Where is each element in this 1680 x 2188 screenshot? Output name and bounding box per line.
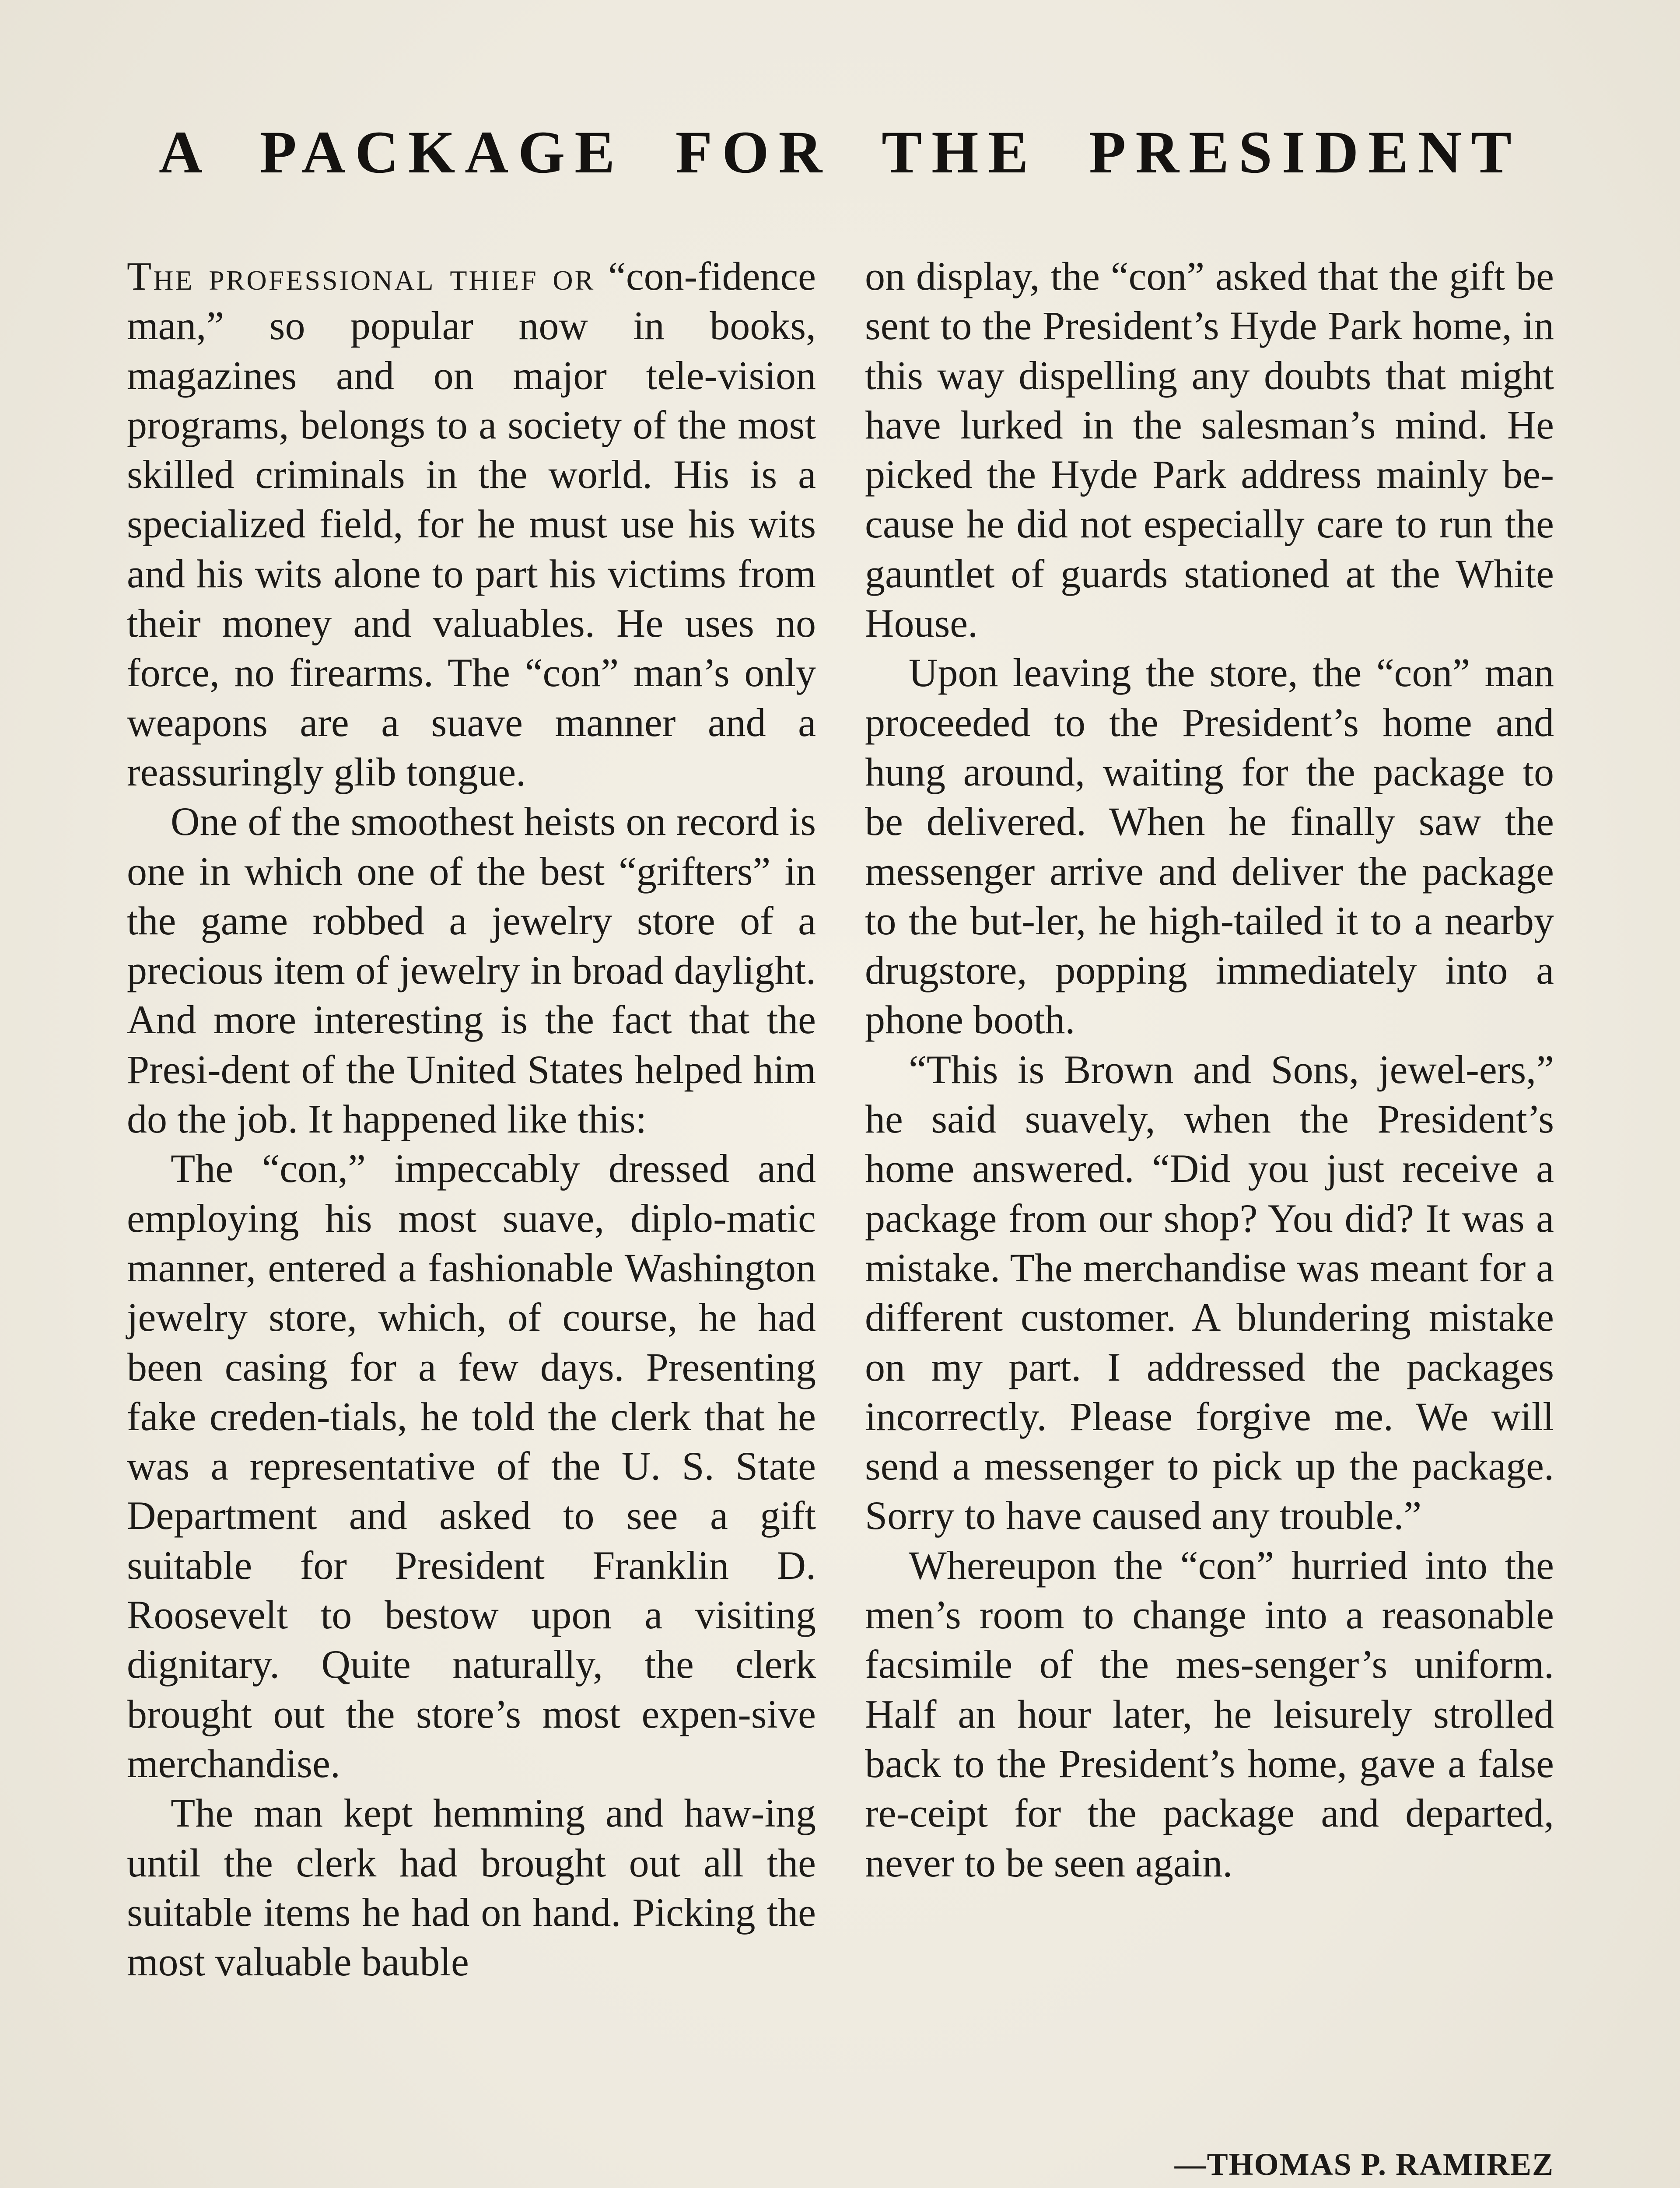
article-paragraph-2: One of the smoothest heists on record is one in which one of the best “grifters” in the game robbed a jewelry store of a precious item of jewelry in broad daylight. And more interesting is the fact that the Presi-dent of the United States helped him do the job. It happened like this: [127, 799, 816, 1142]
article-paragraph-3: The “con,” impeccably dressed and employing his most suave, diplo-matic manner, entered a fashionable Washington jewelry store, which, of course, he had been casing for a few days. Presenting fake creden-tials, he told the clerk that he was a representative of the U. S. State Department and asked to see a gift suitable for President Franklin D. Roosevelt to bestow upon a visiting dignitary. Quite naturally, the clerk brought out the store’s most expen-sive merchandise. [127, 1146, 816, 1786]
paragraph-1-text: “con-fidence man,” so popular now in books, magazines and on major tele-vision programs, belongs to a society of the most skilled criminals in the world. His is a specialized field, for he must use his wits and his wits alone to part his victims from their money and valuables. He uses no force, no firearms. The “con” man’s only weapons are a suave manner and a reassuringly glib tongue. [127, 254, 816, 794]
article-paragraph-6: “This is Brown and Sons, jewel-ers,” he said suavely, when the President’s home answered. “Did you just receive a package from our shop? You did? It was a mistake. The merchandise was meant for a different customer. A blundering mistake on my part. I addressed the packages incorrectly. Please forgive me. We will send a messenger to pick up the package. Sorry to have caused any trouble.” [865, 1047, 1554, 1538]
article-title: A PACKAGE FOR THE PRESIDENT [159, 119, 1521, 186]
article-paragraph-5: Upon leaving the store, the “con” man proceeded to the President’s home and hung around, waiting for the package to be delivered. When he finally saw the messenger arrive and deliver the package to the but-ler, he high-tailed it to a nearby drugstore, popping immediately into a phone booth. [865, 650, 1554, 1042]
lead-in-small-caps: The professional thief or [127, 254, 595, 298]
article-paragraph-7: Whereupon the “con” hurried into the men’s room to change into a reasonable facsimile of the mes-senger’s uniform. Half an hour later, he leisurely strolled back to the President’s home, gave a false re-ceipt for the package and departed, never to be seen again. [865, 1543, 1554, 1885]
article-paragraph-1 [127, 252, 816, 797]
right-column [865, 252, 1554, 1888]
author-byline: —THOMAS P. RAMIREZ [1174, 2147, 1554, 2182]
article-paragraph-4: The man kept hemming and haw-ing until the clerk had brought out all the suitable items he had on hand. Picking the most valuable bauble [127, 1791, 816, 1985]
left-column [127, 252, 816, 1987]
article-paragraph-4-continued: on display, the “con” asked that the gift be sent to the President’s Hyde Park home, in this way dispelling any doubts that might have lurked in the salesman’s mind. He picked the Hyde Park address mainly be-cause he did not especially care to run the gauntlet of guards stationed at the White House. [865, 254, 1554, 646]
